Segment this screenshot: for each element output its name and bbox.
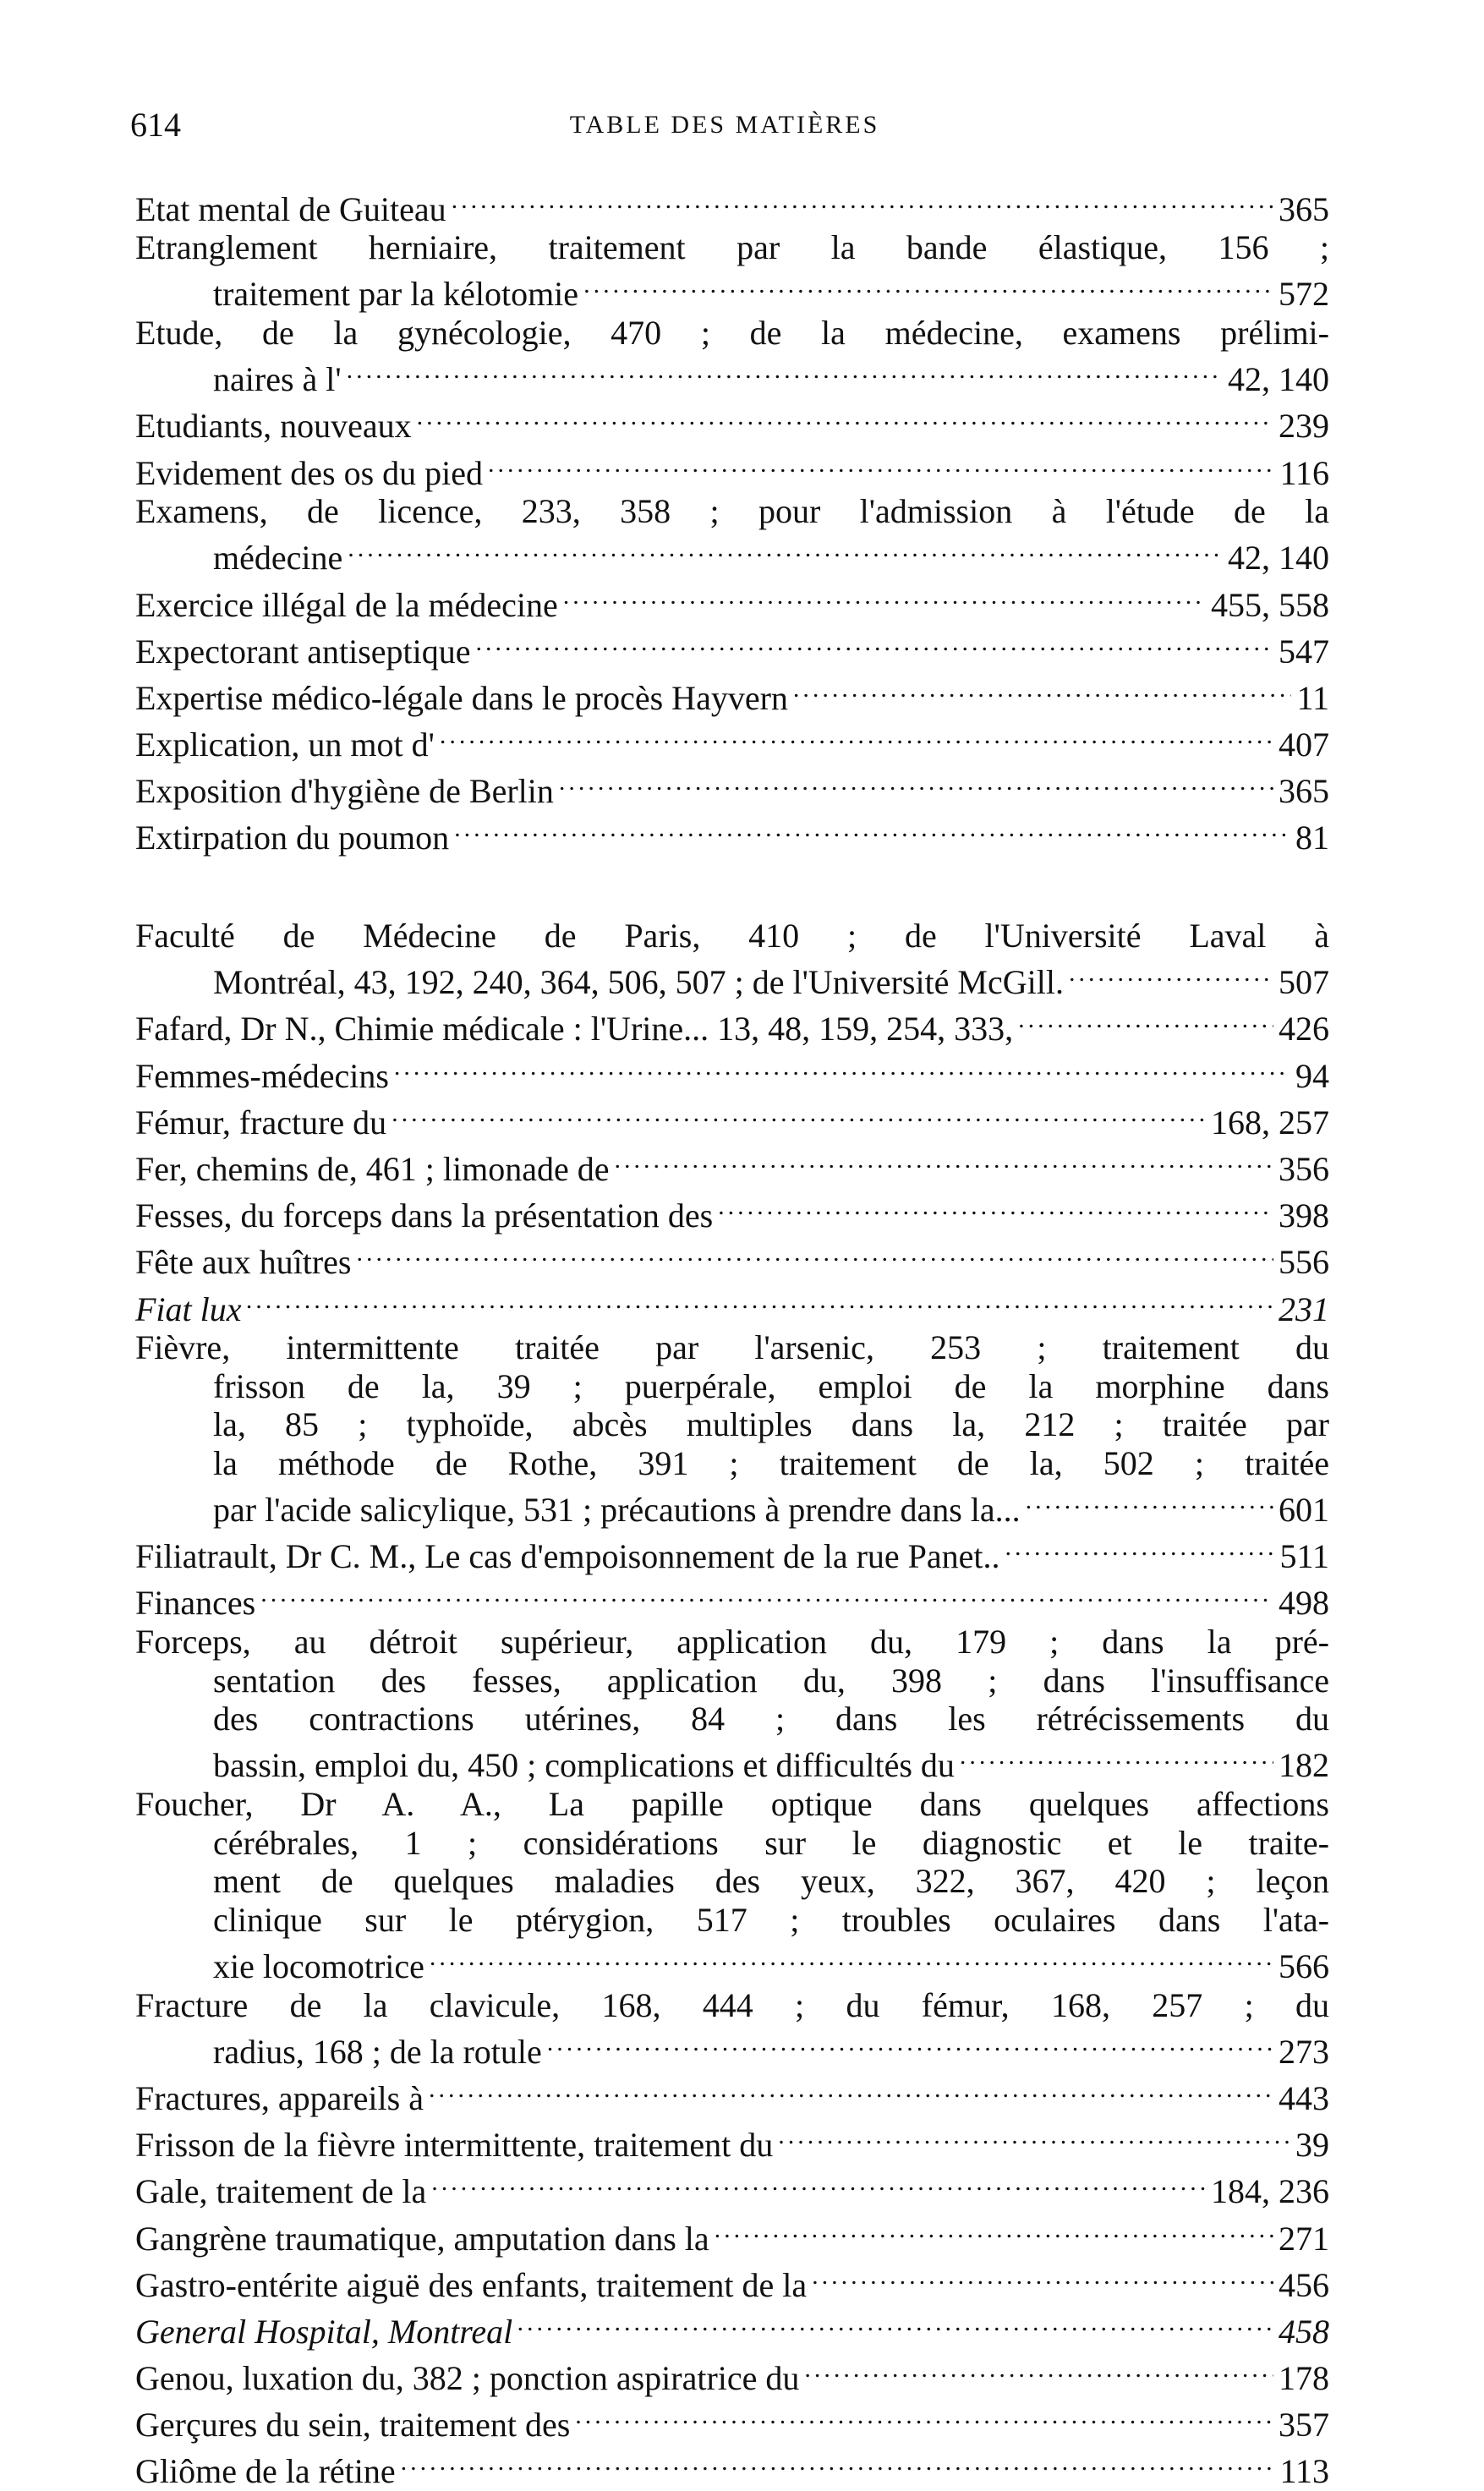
running-title: TABLE DES MATIÈRES	[569, 111, 880, 139]
index-entry	[135, 1048, 1329, 1095]
index-entry	[135, 1785, 1329, 1986]
entry-text: Frisson de la fièvre intermittente, traitement du	[135, 2126, 774, 2165]
entry-text: Gerçures du sein, traitement des	[135, 2406, 571, 2444]
dot-leader	[426, 2165, 1206, 2204]
entry-line: Fièvre, intermittente traitée par l'arsenic, 253 ; traitement du	[135, 1328, 1329, 1367]
page-reference: 456	[1279, 2265, 1329, 2304]
index-entry	[135, 717, 1329, 764]
entry-last-line	[135, 1576, 1329, 1623]
entry-text: Gastro-entérite aiguë des enfants, traitement de la	[135, 2265, 808, 2304]
page-reference: 11	[1296, 678, 1329, 717]
dot-leader	[449, 811, 1290, 850]
entry-text: Finances	[135, 1584, 256, 1623]
index-entry	[135, 1986, 1329, 2072]
entry-last-line	[135, 671, 1329, 717]
page-reference: 113	[1279, 2452, 1329, 2491]
dot-leader	[446, 182, 1273, 221]
entry-line: Etranglement herniaire, traitement par la bande élastique, 156 ;	[135, 228, 1329, 267]
entry-text: Explication, un mot d'	[135, 725, 435, 764]
page-reference: 556	[1279, 1243, 1329, 1282]
index-entry	[135, 2304, 1329, 2351]
entry-last-line	[135, 1939, 1329, 1985]
entry-text: naires à l'	[213, 360, 342, 399]
index-entry	[135, 1282, 1329, 1328]
entry-text: Femmes-médecins	[135, 1056, 389, 1095]
entry-text: Fafard, Dr N., Chimie médicale : l'Urine... 13, 48, 159, 254, 333,	[135, 1010, 1014, 1048]
index-entry	[135, 2258, 1329, 2304]
index-entry	[135, 399, 1329, 446]
entry-line: Examens, de licence, 233, 358 ; pour l'admission à l'étude de la	[135, 492, 1329, 531]
page-reference: 81	[1295, 818, 1329, 857]
entry-line: frisson de la, 39 ; puerpérale, emploi de la morphine dans	[213, 1366, 1329, 1405]
page-reference: 398	[1279, 1196, 1329, 1235]
entry-last-line	[135, 1002, 1329, 1048]
entry-line: cérébrales, 1 ; considérations sur le diagnostic et le traite-	[213, 1823, 1329, 1862]
index-entry	[135, 1530, 1329, 1576]
index-entry	[135, 917, 1329, 1002]
page-reference: 443	[1279, 2078, 1329, 2117]
index-entry	[135, 624, 1329, 671]
entry-text: par l'acide salicylique, 531 ; précautions à prendre dans la...	[213, 1491, 1021, 1530]
index-entry	[135, 228, 1329, 314]
entry-text: Genou, luxation du, 382 ; ponction aspiratrice du	[135, 2359, 800, 2398]
page-reference: 184, 236	[1211, 2172, 1329, 2211]
entry-last-line	[135, 182, 1329, 228]
dot-leader	[788, 671, 1292, 709]
entry-last-line	[135, 2165, 1329, 2211]
dot-leader	[554, 764, 1273, 803]
index-entry	[135, 492, 1329, 578]
page-reference: 42, 140	[1228, 360, 1329, 399]
page-reference: 547	[1279, 632, 1329, 671]
page-reference: 426	[1279, 1010, 1329, 1048]
entry-last-line	[135, 2444, 1329, 2491]
entry-text: xie locomotrice	[213, 1947, 424, 1985]
entry-text: Exercice illégal de la médecine	[135, 585, 558, 624]
dot-leader	[1013, 1002, 1273, 1041]
index-entry	[135, 2211, 1329, 2258]
entry-last-line	[135, 2258, 1329, 2304]
dot-leader	[955, 1738, 1273, 1777]
entry-text: Fractures, appareils à	[135, 2078, 424, 2117]
page-reference: 273	[1279, 2032, 1329, 2071]
entry-last-line	[135, 1235, 1329, 1282]
dot-leader	[713, 1189, 1273, 1228]
entry-last-line	[135, 353, 1329, 399]
entry-last-line	[135, 2118, 1329, 2165]
entry-last-line	[135, 955, 1329, 1002]
dot-leader	[412, 399, 1273, 438]
index-entry	[135, 1623, 1329, 1785]
entry-last-line	[135, 624, 1329, 671]
dot-leader	[435, 717, 1273, 756]
page-reference: 182	[1279, 1746, 1329, 1785]
index-entry	[135, 1141, 1329, 1188]
index-entry	[135, 1189, 1329, 1235]
dot-leader	[242, 1282, 1273, 1321]
page-reference: 498	[1279, 1584, 1329, 1623]
index-section	[135, 182, 1329, 857]
entry-text: Fiat lux	[135, 1289, 242, 1328]
page-reference: 572	[1279, 275, 1329, 314]
dot-leader	[396, 2444, 1275, 2483]
dot-leader	[342, 353, 1223, 391]
dot-leader	[610, 1141, 1274, 1180]
entry-line: la, 85 ; typhoïde, abcès multiples dans la, 212 ; traitée par	[213, 1405, 1329, 1444]
entry-last-line	[135, 399, 1329, 446]
entry-last-line	[135, 717, 1329, 764]
page-reference: 458	[1279, 2312, 1329, 2351]
page-reference: 407	[1279, 725, 1329, 764]
entry-last-line	[135, 1048, 1329, 1095]
entry-last-line	[135, 267, 1329, 314]
entry-text: Gangrène traumatique, amputation dans la	[135, 2219, 709, 2258]
entry-text: traitement par la kélotomie	[213, 275, 579, 314]
entry-last-line	[135, 2304, 1329, 2351]
entry-text: Etat mental de Guiteau	[135, 189, 446, 228]
index-entry	[135, 764, 1329, 811]
page-reference: 42, 140	[1228, 539, 1329, 578]
page-reference: 511	[1279, 1537, 1329, 1576]
entry-text: radius, 168 ; de la rotule	[213, 2032, 542, 2071]
entry-last-line	[135, 2024, 1329, 2071]
entry-text: Fémur, fracture du	[135, 1103, 387, 1141]
entry-last-line	[135, 531, 1329, 578]
dot-leader	[342, 531, 1223, 570]
dot-leader	[542, 2024, 1273, 2063]
dot-leader	[799, 2351, 1273, 2390]
index-entry	[135, 314, 1329, 399]
page-reference: 168, 257	[1211, 1103, 1329, 1141]
entry-last-line	[135, 1483, 1329, 1530]
entry-text: Expectorant antiseptique	[135, 632, 471, 671]
index-entry	[135, 1576, 1329, 1623]
dot-leader	[709, 2211, 1273, 2250]
page-reference: 39	[1295, 2126, 1329, 2165]
entry-last-line	[135, 446, 1329, 492]
entry-text: Filiatrault, Dr C. M., Le cas d'empoisonnement de la rue Panet..	[135, 1537, 1000, 1576]
entry-last-line	[135, 2351, 1329, 2398]
index-list	[135, 182, 1329, 2491]
index-entry	[135, 671, 1329, 717]
entry-last-line	[135, 1141, 1329, 1188]
dot-leader	[352, 1235, 1274, 1274]
page-reference: 116	[1279, 453, 1329, 492]
dot-leader	[1000, 1530, 1275, 1569]
entry-line: clinique sur le ptérygion, 517 ; troubles oculaires dans l'ata-	[213, 1900, 1329, 1939]
entry-text: Evidement des os du pied	[135, 453, 484, 492]
entry-line: Fracture de la clavicule, 168, 444 ; du fémur, 168, 257 ; du	[135, 1985, 1329, 2024]
dot-leader	[773, 2118, 1290, 2157]
index-entry	[135, 182, 1329, 228]
section-gap	[135, 857, 1329, 917]
dot-leader	[1064, 955, 1273, 994]
entry-last-line	[135, 1530, 1329, 1576]
page-reference: 507	[1279, 963, 1329, 1002]
entry-last-line	[135, 811, 1329, 857]
entry-last-line	[135, 2211, 1329, 2258]
entry-text: Fête aux huîtres	[135, 1243, 352, 1282]
dot-leader	[570, 2398, 1273, 2437]
index-entry	[135, 2351, 1329, 2398]
entry-last-line	[135, 1738, 1329, 1785]
page-reference: 455, 558	[1211, 585, 1329, 624]
index-entry	[135, 2444, 1329, 2491]
dot-leader	[1021, 1483, 1273, 1522]
entry-last-line	[135, 578, 1329, 624]
entry-text: Fer, chemins de, 461 ; limonade de	[135, 1149, 610, 1188]
entry-last-line	[135, 1189, 1329, 1235]
dot-leader	[255, 1576, 1273, 1615]
index-entry	[135, 1235, 1329, 1282]
entry-last-line	[135, 764, 1329, 811]
index-entry	[135, 2118, 1329, 2165]
index-entry	[135, 2071, 1329, 2117]
dot-leader	[483, 446, 1274, 485]
dot-leader	[471, 624, 1273, 663]
page-reference: 365	[1279, 189, 1329, 228]
page-reference: 231	[1279, 1289, 1329, 1328]
page-reference: 178	[1279, 2359, 1329, 2398]
entry-text: Fesses, du forceps dans la présentation des	[135, 1196, 714, 1235]
entry-line: Forceps, au détroit supérieur, application du, 179 ; dans la pré-	[135, 1623, 1329, 1662]
index-entry	[135, 446, 1329, 492]
entry-line: Faculté de Médecine de Paris, 410 ; de l'Université Laval à	[135, 917, 1329, 955]
index-entry	[135, 811, 1329, 857]
entry-last-line	[135, 1095, 1329, 1141]
index-entry	[135, 2398, 1329, 2444]
index-entry	[135, 578, 1329, 624]
page-reference: 271	[1279, 2219, 1329, 2258]
entry-line: la méthode de Rothe, 391 ; traitement de la, 502 ; traitée	[213, 1443, 1329, 1482]
entry-line: ment de quelques maladies des yeux, 322, 367, 420 ; leçon	[213, 1862, 1329, 1901]
entry-line: sentation des fesses, application du, 398 ; dans l'insuffisance	[213, 1661, 1329, 1700]
entry-text: Exposition d'hygiène de Berlin	[135, 772, 554, 811]
dot-leader	[807, 2258, 1273, 2297]
page-reference: 239	[1279, 407, 1329, 446]
entry-text: Gliôme de la rétine	[135, 2452, 396, 2491]
page-reference: 356	[1279, 1149, 1329, 1188]
dot-leader	[558, 578, 1206, 616]
page-reference: 566	[1279, 1947, 1329, 1985]
page-reference: 357	[1279, 2406, 1329, 2444]
entry-text: médecine	[213, 539, 343, 578]
page-reference: 94	[1295, 1056, 1329, 1095]
page-reference: 365	[1279, 772, 1329, 811]
index-entry	[135, 2165, 1329, 2211]
dot-leader	[386, 1095, 1206, 1134]
entry-line: Etude, de la gynécologie, 470 ; de la médecine, examens prélimi-	[135, 313, 1329, 352]
page-number: 614	[130, 106, 181, 144]
entry-text: Etudiants, nouveaux	[135, 407, 412, 446]
dot-leader	[512, 2304, 1273, 2343]
index-entry	[135, 1002, 1329, 1048]
entry-line: des contractions utérines, 84 ; dans les rétrécissements du	[213, 1700, 1329, 1738]
entry-last-line	[135, 2398, 1329, 2444]
entry-text: General Hospital, Montreal	[135, 2312, 513, 2351]
entry-line: Foucher, Dr A. A., La papille optique dans quelques affections	[135, 1785, 1329, 1824]
dot-leader	[578, 267, 1273, 306]
dot-leader	[424, 2071, 1273, 2110]
index-section	[135, 917, 1329, 2491]
index-entry	[135, 1328, 1329, 1530]
entry-text: Extirpation du poumon	[135, 818, 450, 857]
entry-text: Expertise médico-légale dans le procès Hayvern	[135, 678, 788, 717]
index-entry	[135, 1095, 1329, 1141]
entry-last-line	[135, 1282, 1329, 1328]
dot-leader	[424, 1939, 1273, 1978]
entry-text: Gale, traitement de la	[135, 2172, 427, 2211]
entry-last-line	[135, 2071, 1329, 2117]
dot-leader	[389, 1048, 1290, 1087]
page-reference: 601	[1279, 1491, 1329, 1530]
entry-text: bassin, emploi du, 450 ; complications et difficultés du	[213, 1746, 955, 1785]
page-header	[120, 100, 1329, 151]
entry-text: Montréal, 43, 192, 240, 364, 506, 507 ; de l'Université McGill.	[213, 963, 1064, 1002]
